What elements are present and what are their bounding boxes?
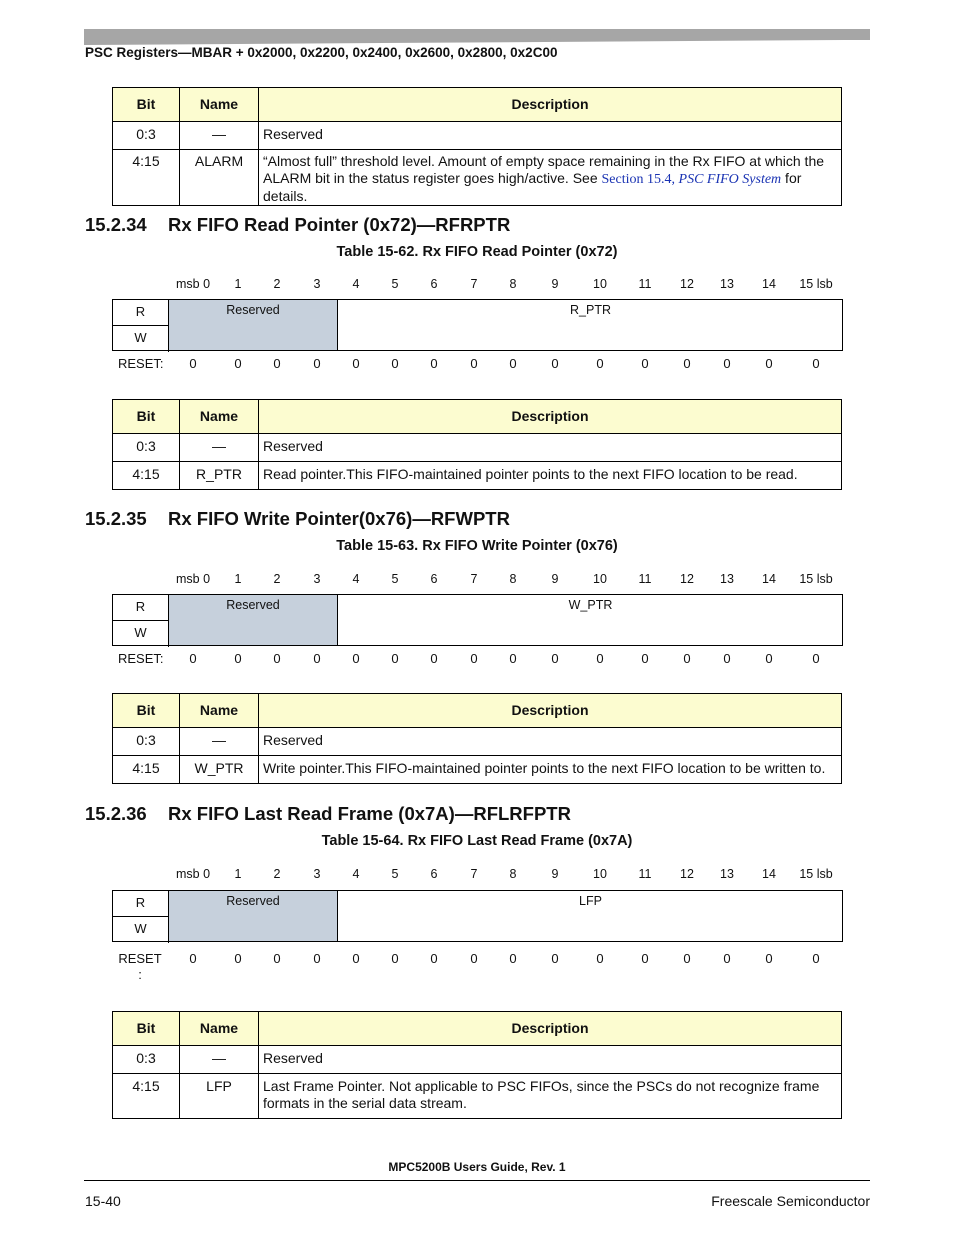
col-header-name: Name bbox=[180, 400, 259, 434]
reset-value: 0 bbox=[723, 651, 731, 666]
col-header-description: Description bbox=[259, 694, 842, 728]
reset-value: 0 bbox=[352, 356, 360, 371]
bit-number-label: 6 bbox=[430, 572, 438, 586]
bit-number-label: 3 bbox=[313, 572, 321, 586]
reset-value: 0 bbox=[313, 951, 321, 966]
reset-value: 0 bbox=[391, 651, 399, 666]
reserved-field: Reserved bbox=[169, 595, 338, 645]
cell-name: — bbox=[180, 1046, 259, 1074]
cell-name: — bbox=[180, 728, 259, 756]
table-row bbox=[113, 1074, 842, 1119]
bit-number-label: 8 bbox=[509, 277, 517, 291]
col-header-description: Description bbox=[259, 88, 842, 122]
bit-number-label: 7 bbox=[470, 572, 478, 586]
reset-value: 0 bbox=[596, 356, 604, 371]
bit-number-label: 8 bbox=[509, 867, 517, 881]
reset-value: 0 bbox=[391, 356, 399, 371]
cell-bit: 0:3 bbox=[113, 434, 180, 462]
reset-value: 0 bbox=[313, 651, 321, 666]
reset-value: 0 bbox=[641, 356, 649, 371]
bit-number-label: 2 bbox=[273, 277, 281, 291]
reset-value: 0 bbox=[683, 356, 691, 371]
reset-value: 0 bbox=[509, 651, 517, 666]
bit-number-label: 9 bbox=[551, 867, 559, 881]
reset-value: 0 bbox=[234, 356, 242, 371]
table-row bbox=[113, 434, 842, 462]
register-diagram bbox=[112, 890, 843, 942]
bit-number-label: 11 bbox=[638, 867, 652, 881]
bit-number-label: 15 lsb bbox=[799, 572, 833, 586]
reset-value: 0 bbox=[234, 651, 242, 666]
bit-number-label: 1 bbox=[234, 572, 242, 586]
footer-company: Freescale Semiconductor bbox=[711, 1193, 870, 1209]
bit-number-label: 13 bbox=[720, 572, 734, 586]
reset-label: RESET: bbox=[118, 356, 164, 371]
bit-number-label: 9 bbox=[551, 572, 559, 586]
footer-rule bbox=[84, 1180, 870, 1181]
reset-value: 0 bbox=[551, 951, 559, 966]
bit-number-label: 8 bbox=[509, 572, 517, 586]
reset-value: 0 bbox=[391, 951, 399, 966]
section-title: Rx FIFO Write Pointer(0x76)—RFWPTR bbox=[168, 508, 510, 529]
section-title: Rx FIFO Last Read Frame (0x7A)—RFLRFPTR bbox=[168, 803, 571, 824]
col-header-name: Name bbox=[180, 1012, 259, 1046]
reset-value: 0 bbox=[273, 951, 281, 966]
reset-value: 0 bbox=[189, 356, 197, 371]
bit-number-label: 4 bbox=[352, 572, 360, 586]
read-row-label: R bbox=[113, 891, 169, 917]
reset-value: 0 bbox=[551, 651, 559, 666]
reset-value: 0 bbox=[470, 356, 478, 371]
bit-number-label: 13 bbox=[720, 867, 734, 881]
bit-number-label: 12 bbox=[680, 572, 694, 586]
bit-number-label: 11 bbox=[638, 572, 652, 586]
reset-value: 0 bbox=[683, 951, 691, 966]
bit-number-label: 9 bbox=[551, 277, 559, 291]
reset-value: 0 bbox=[273, 356, 281, 371]
cell-bit: 4:15 bbox=[113, 150, 180, 206]
col-header-description: Description bbox=[259, 400, 842, 434]
bit-number-label: 15 lsb bbox=[799, 277, 833, 291]
cell-desc: Reserved bbox=[259, 728, 842, 756]
reset-value: 0 bbox=[509, 356, 517, 371]
running-header: PSC Registers—MBAR + 0x2000, 0x2200, 0x2400, 0x2600, 0x2800, 0x2C00 bbox=[85, 45, 558, 60]
read-row-label: R bbox=[113, 595, 169, 621]
bit-number-label: 2 bbox=[273, 867, 281, 881]
reset-value: 0 bbox=[313, 356, 321, 371]
section-link[interactable]: Section 15.4, PSC FIFO System bbox=[601, 172, 782, 187]
col-header-bit: Bit bbox=[113, 1012, 180, 1046]
cell-bit: 0:3 bbox=[113, 1046, 180, 1074]
bit-number-label: 12 bbox=[680, 277, 694, 291]
bit-number-label: 3 bbox=[313, 277, 321, 291]
col-header-bit: Bit bbox=[113, 694, 180, 728]
reset-label: RESET : bbox=[118, 951, 162, 982]
table-row bbox=[113, 150, 842, 206]
bit-number-label: msb 0 bbox=[175, 867, 211, 881]
bit-number-label: 3 bbox=[313, 867, 321, 881]
bit-number-label: 4 bbox=[352, 867, 360, 881]
page-number: 15-40 bbox=[85, 1193, 121, 1209]
reset-value: 0 bbox=[352, 651, 360, 666]
section-number: 15.2.34 bbox=[85, 214, 147, 235]
reserved-field: Reserved bbox=[169, 300, 338, 350]
cell-desc: Read pointer.This FIFO-maintained pointer points to the next FIFO location to be read. bbox=[259, 462, 842, 490]
bit-number-label: 10 bbox=[593, 572, 607, 586]
bit-number-label: msb 0 bbox=[175, 277, 211, 291]
cell-desc: Write pointer.This FIFO-maintained pointer points to the next FIFO location to be written to. bbox=[259, 756, 842, 784]
bit-number-label: 2 bbox=[273, 572, 281, 586]
col-header-name: Name bbox=[180, 694, 259, 728]
register-diagram bbox=[112, 299, 843, 351]
write-row-label: W bbox=[113, 621, 169, 647]
cell-bit: 0:3 bbox=[113, 728, 180, 756]
field-description-table bbox=[112, 399, 842, 490]
cell-bit: 0:3 bbox=[113, 122, 180, 150]
col-header-bit: Bit bbox=[113, 400, 180, 434]
reset-value: 0 bbox=[723, 356, 731, 371]
col-header-name: Name bbox=[180, 88, 259, 122]
cell-name: W_PTR bbox=[180, 756, 259, 784]
cell-desc: Reserved bbox=[259, 1046, 842, 1074]
bit-number-label: 12 bbox=[680, 867, 694, 881]
col-header-bit: Bit bbox=[113, 88, 180, 122]
reset-value: 0 bbox=[596, 951, 604, 966]
reset-value: 0 bbox=[234, 951, 242, 966]
bit-number-label: 7 bbox=[470, 867, 478, 881]
footer-doc-title: MPC5200B Users Guide, Rev. 1 bbox=[388, 1160, 566, 1174]
bit-number-label: 5 bbox=[391, 277, 399, 291]
bit-number-label: 13 bbox=[720, 277, 734, 291]
table-row bbox=[113, 728, 842, 756]
table-caption: Table 15-62. Rx FIFO Read Pointer (0x72) bbox=[336, 244, 618, 260]
write-row-label: W bbox=[113, 917, 169, 943]
bit-number-label: 15 lsb bbox=[799, 867, 833, 881]
section-number: 15.2.35 bbox=[85, 508, 147, 529]
bit-number-label: 11 bbox=[638, 277, 652, 291]
reset-value: 0 bbox=[470, 951, 478, 966]
section-title: Rx FIFO Read Pointer (0x72)—RFRPTR bbox=[168, 214, 511, 235]
bit-number-label: 14 bbox=[762, 277, 776, 291]
reserved-field: Reserved bbox=[169, 891, 338, 941]
alarm-description-table bbox=[112, 87, 842, 206]
bit-number-label: 1 bbox=[234, 277, 242, 291]
cell-desc: Reserved bbox=[259, 434, 842, 462]
section-number: 15.2.36 bbox=[85, 803, 147, 824]
reset-value: 0 bbox=[189, 651, 197, 666]
bit-number-label: 7 bbox=[470, 277, 478, 291]
bit-number-label: 4 bbox=[352, 277, 360, 291]
bit-number-label: 6 bbox=[430, 867, 438, 881]
cell-desc: Last Frame Pointer. Not applicable to PSC FIFOs, since the PSCs do not recognize frame formats in the serial data stream. bbox=[259, 1074, 842, 1119]
reset-value: 0 bbox=[765, 356, 773, 371]
cell-bit: 4:15 bbox=[113, 1074, 180, 1119]
register-field: LFP bbox=[579, 894, 602, 908]
reset-value: 0 bbox=[551, 356, 559, 371]
reset-value: 0 bbox=[509, 951, 517, 966]
register-diagram bbox=[112, 594, 843, 646]
cell-bit: 4:15 bbox=[113, 756, 180, 784]
table-row bbox=[113, 122, 842, 150]
reset-value: 0 bbox=[641, 951, 649, 966]
reset-value: 0 bbox=[812, 951, 820, 966]
bit-number-label: 14 bbox=[762, 867, 776, 881]
reset-value: 0 bbox=[641, 651, 649, 666]
reset-value: 0 bbox=[189, 951, 197, 966]
bit-number-label: msb 0 bbox=[175, 572, 211, 586]
reset-value: 0 bbox=[723, 951, 731, 966]
reset-value: 0 bbox=[765, 651, 773, 666]
table-caption: Table 15-64. Rx FIFO Last Read Frame (0x7A) bbox=[321, 833, 633, 849]
reset-value: 0 bbox=[812, 651, 820, 666]
cell-name: ALARM bbox=[180, 150, 259, 206]
cell-name: LFP bbox=[180, 1074, 259, 1119]
cell-desc: Reserved bbox=[259, 122, 842, 150]
bit-number-label: 10 bbox=[593, 277, 607, 291]
reset-value: 0 bbox=[596, 651, 604, 666]
bit-number-label: 5 bbox=[391, 572, 399, 586]
field-description-table bbox=[112, 693, 842, 784]
read-row-label: R bbox=[113, 300, 169, 326]
register-field: W_PTR bbox=[568, 598, 613, 612]
reset-value: 0 bbox=[430, 651, 438, 666]
bit-number-label: 6 bbox=[430, 277, 438, 291]
table-row bbox=[113, 462, 842, 490]
cell-desc: “Almost full” threshold level. Amount of empty space remaining in the Rx FIFO at which the ALARM bit in the status register goes high/active. See Section 15.4, PSC FIFO System for details. bbox=[259, 150, 842, 206]
table-row bbox=[113, 756, 842, 784]
col-header-description: Description bbox=[259, 1012, 842, 1046]
cell-name: — bbox=[180, 122, 259, 150]
reset-value: 0 bbox=[273, 651, 281, 666]
bit-number-label: 10 bbox=[593, 867, 607, 881]
reset-value: 0 bbox=[765, 951, 773, 966]
bit-number-label: 5 bbox=[391, 867, 399, 881]
reset-value: 0 bbox=[812, 356, 820, 371]
reset-value: 0 bbox=[683, 651, 691, 666]
bit-number-label: 14 bbox=[762, 572, 776, 586]
table-caption: Table 15-63. Rx FIFO Write Pointer (0x76) bbox=[336, 538, 618, 554]
reset-value: 0 bbox=[430, 951, 438, 966]
reset-value: 0 bbox=[430, 356, 438, 371]
register-field: R_PTR bbox=[570, 303, 611, 317]
bit-number-label: 1 bbox=[234, 867, 242, 881]
reset-value: 0 bbox=[352, 951, 360, 966]
table-row bbox=[113, 1046, 842, 1074]
header-bar bbox=[84, 29, 870, 40]
reset-value: 0 bbox=[470, 651, 478, 666]
cell-name: R_PTR bbox=[180, 462, 259, 490]
write-row-label: W bbox=[113, 326, 169, 352]
cell-name: — bbox=[180, 434, 259, 462]
field-description-table bbox=[112, 1011, 842, 1119]
cell-bit: 4:15 bbox=[113, 462, 180, 490]
reset-label: RESET: bbox=[118, 651, 164, 666]
